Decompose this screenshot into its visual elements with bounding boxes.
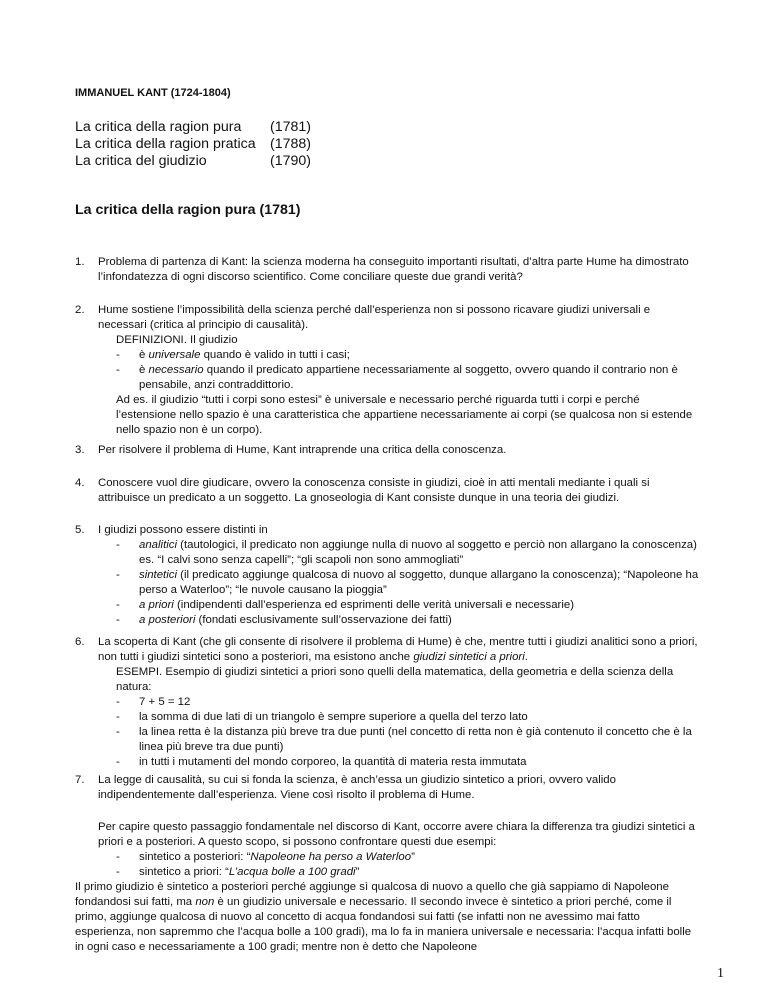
list-item-5 (75, 523, 700, 628)
list-item-7 (75, 773, 700, 803)
work-row (75, 136, 311, 153)
work-row (75, 119, 311, 136)
list-item-1 (75, 255, 700, 285)
item-number: 7. (75, 774, 85, 786)
work-title: La critica della ragion pratica (75, 136, 256, 152)
work-row (75, 153, 311, 170)
example-a-priori: - sintetico a priori: “L’acqua bolle a 100 gradi” (116, 866, 360, 878)
example-item: - 7 + 5 = 12 (116, 696, 191, 708)
item-number: 3. (75, 444, 85, 456)
item-number: 2. (75, 304, 85, 316)
example-item: - la linea retta è la distanza più breve tra due punti (nel concetto di retta non è già contenuto il concetto che è la linea più breve tra due punti) (116, 726, 692, 753)
item-text: Hume sostiene l’impossibilità della scienza perché dall’esperienza non si possono ricavare giudizi universali e necessari (critica al principio di causalità). (98, 304, 651, 331)
judgment-a-posteriori: - a posteriori (fondati esclusivamente sull’osservazione dei fatti) (116, 614, 452, 626)
judgment-synthetic: - sintetici (il predicato aggiunge qualcosa di nuovo al soggetto, dunque allargano la conoscenza); “Napoleone ha perso a Waterloo”; “le nuvole causano la pioggia” (116, 569, 699, 596)
definition-necessary: - è necessario quando il predicato appartiene necessariamente al soggetto, ovvero quando il contrario non è pensabile, anzi contraddittorio. (116, 364, 678, 391)
item-example: Ad es. il giudizio “tutti i corpi sono estesi” è universale e necessario perché riguarda tutti i corpi e perché l’estensione nello spazio è una caratteristica che appartiene necessariamente ai corpi (se qualcosa non si estende nello spazio non è un corpo). (116, 394, 693, 436)
item-text: Problema di partenza di Kant: la scienza moderna ha conseguito importanti risultati, d’altra parte Hume ha dimostrato l’infondatezza di ogni discorso scientifico. Come conciliare queste due grandi verità? (98, 256, 689, 283)
list-item-3 (75, 443, 700, 458)
page-number: 1 (717, 966, 724, 981)
work-title: La critica del giudizio (75, 153, 207, 169)
example-item: - in tutti i mutamenti del mondo corporeo, la quantità di materia resta immutata (116, 756, 527, 768)
work-year: (1790) (270, 153, 312, 169)
definition-universal: - è universale quando è valido in tutti i casi; (116, 349, 350, 361)
paragraph-body: Il primo giudizio è sintetico a posteriori perché aggiunge sì qualcosa di nuovo a quello che già sappiamo di Napoleone fondandosi sui fatti, ma non è un giudizio universale e necessario. Il secondo invece è sintetico a priori perché, come il primo, aggiunge qualcosa di nuovo al concetto di acqua fondandosi sui fatti (se infatti non ne avessimo mai fatto esperienza, non sapremmo che l’acqua bolle a 100 gradi), ma lo fa in maniera universale e necessaria: l’acqua infatti bolle in ogni caso e necessariamente a 100 gradi; mentre non è detto che Napoleone (75, 881, 692, 953)
list-item-6 (75, 635, 700, 770)
item-number: 4. (75, 477, 85, 489)
item-text: Conoscere vuol dire giudicare, ovvero la conoscenza consiste in giudizi, cioè in atti mentali mediante i quali si attribuisce un predicato a un soggetto. La gnoseologia di Kant consiste dunque in una teoria dei giudizi. (98, 477, 650, 504)
example-a-posteriori: - sintetico a posteriori: “Napoleone ha perso a Waterloo” (116, 851, 415, 863)
section-title: La critica della ragion pura (1781) (75, 202, 301, 218)
item-number: 6. (75, 636, 85, 648)
judgment-analytic: - analitici (tautologici, il predicato non aggiunge nulla di nuovo al soggetto e perciò non allargano la conoscenza) es. “I calvi sono senza capelli”; “gli scapoli non sono ammogliati” (116, 539, 697, 566)
item-text: Per risolvere il problema di Hume, Kant intraprende una critica della conoscenza. (98, 444, 507, 456)
example-item: - la somma di due lati di un triangolo è sempre superiore a quella del terzo lato (116, 711, 528, 723)
definitions-label: DEFINIZIONI. Il giudizio (116, 334, 238, 346)
author-heading: IMMANUEL KANT (1724-1804) (75, 87, 231, 99)
works-list (75, 119, 311, 170)
work-year: (1781) (270, 119, 312, 135)
judgment-a-priori: - a priori (indipendenti dall’esperienza ed esprimenti delle verità universali e necessarie) (116, 599, 574, 611)
list-item-2 (75, 303, 700, 438)
item-number: 5. (75, 524, 85, 536)
list-item-4 (75, 476, 700, 506)
item-text: La legge di causalità, su cui si fonda la scienza, è anch’essa un giudizio sintetico a priori, ovvero valido indipendentemente dall’esperienza. Viene così risolto il problema di Hume. (98, 774, 616, 801)
item-number: 1. (75, 256, 85, 268)
item-text: La scoperta di Kant (che gli consente di risolvere il problema di Hume) è che, mentre tutti i giudizi analitici sono a priori, non tutti i giudizi sintetici sono a posteriori, ma esistono anche giudizi sintetici a priori. (98, 636, 698, 663)
examples-label: ESEMPI. Esempio di giudizi sintetici a priori sono quelli della matematica, della geometria e della scienza della natura: (116, 666, 674, 693)
closing-paragraph (75, 820, 700, 955)
work-title: La critica della ragion pura (75, 119, 242, 135)
paragraph-intro: Per capire questo passaggio fondamentale nel discorso di Kant, occorre avere chiara la differenza tra giudizi sintetici a priori e a posteriori. A questo scopo, si possono confrontare questi due esempi: (98, 821, 695, 848)
work-year: (1788) (270, 136, 312, 152)
item-text: I giudizi possono essere distinti in (98, 524, 268, 536)
